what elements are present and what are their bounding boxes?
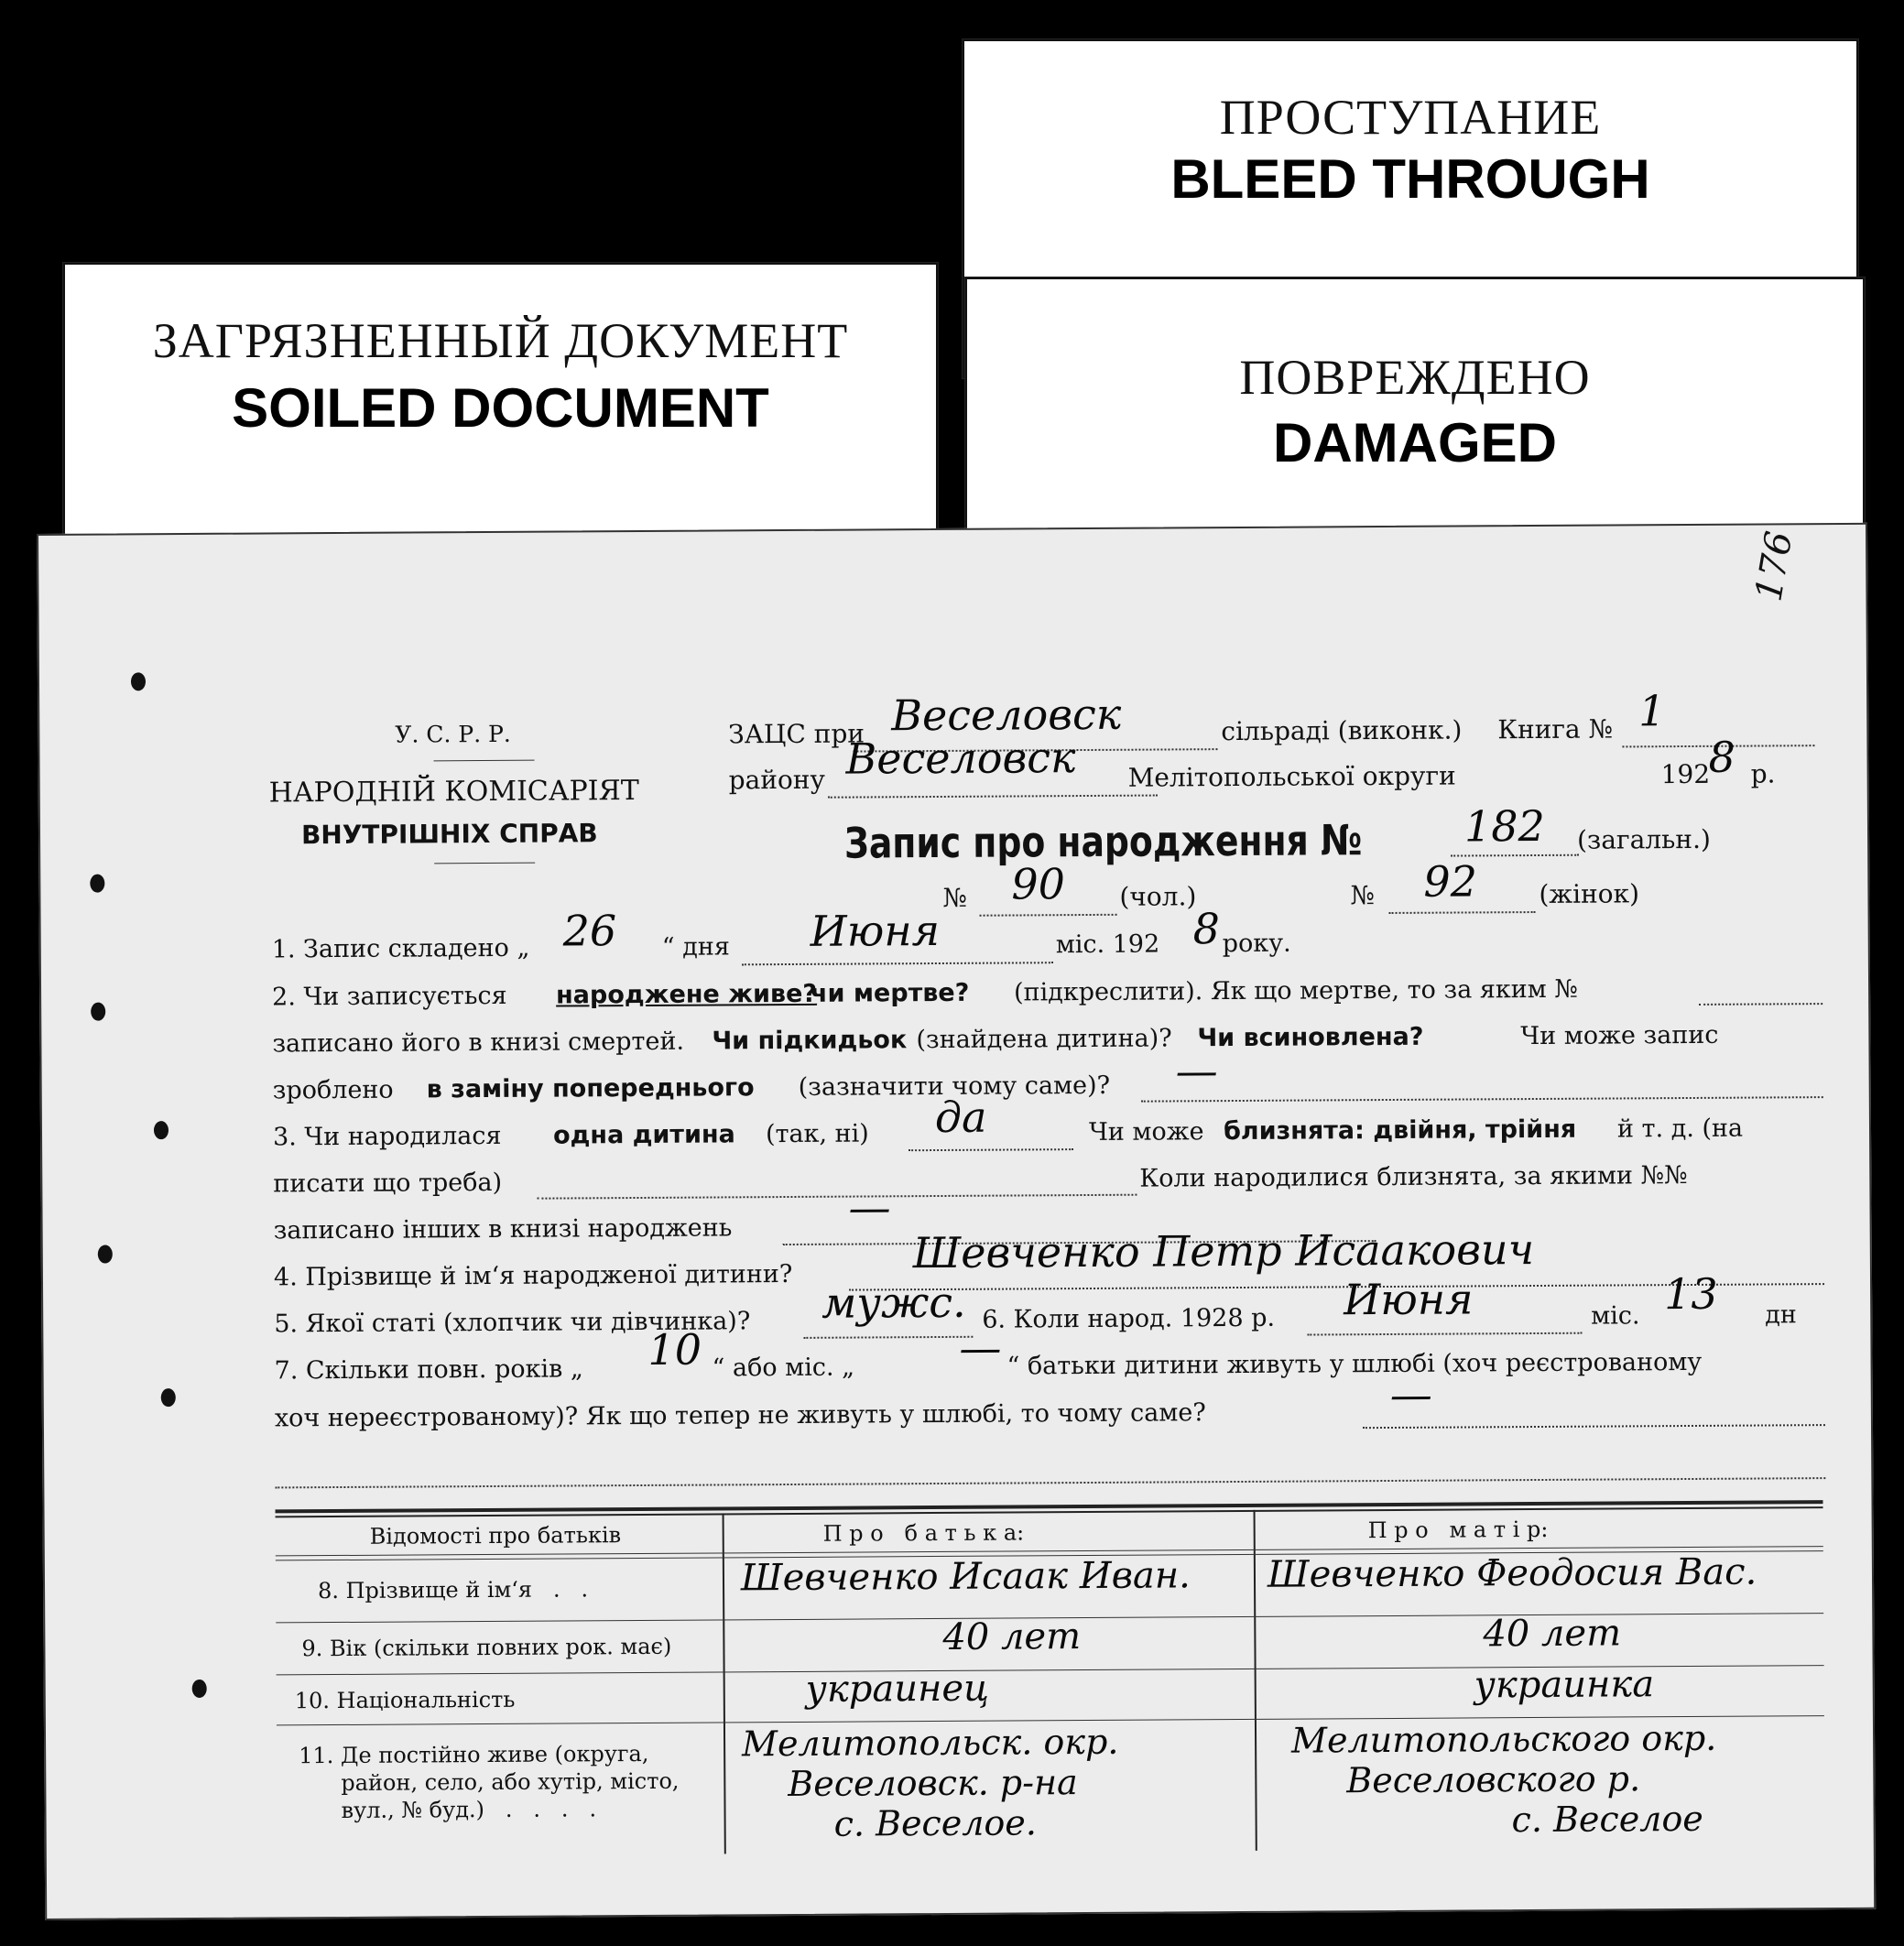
record-number: 182 xyxy=(1463,800,1545,852)
row10-label: 10. Національність xyxy=(294,1686,516,1714)
row11-father-1: Мелитопольск. окр. xyxy=(741,1721,1119,1765)
female-number-line xyxy=(1389,911,1536,914)
q2-line3-rest: (зазначити чому саме)? xyxy=(798,1071,1111,1102)
row11-father-3: с. Веселое. xyxy=(833,1802,1038,1844)
q7-line3-dots xyxy=(275,1477,1825,1488)
punch-hole xyxy=(154,1121,169,1139)
q3-line3-value: — xyxy=(848,1182,891,1233)
q6-month: Июня xyxy=(1343,1274,1474,1325)
q3-line1-mid: (так, ні) xyxy=(765,1119,869,1149)
q3-value-line xyxy=(908,1148,1073,1151)
soiled-document-en: SOILED DOCUMENT xyxy=(232,377,769,439)
q3-line2: писати що треба) xyxy=(273,1168,503,1199)
q2-foundling: Чи підкидьок xyxy=(712,1026,908,1056)
q7-line1-mid: “ або міс. „ xyxy=(712,1353,855,1383)
internal-affairs-label: ВНУТРІШНІХ СПРАВ xyxy=(300,818,598,851)
q7-line2: хоч нереєстрованому)? Як що тепер не живуть у шлюбі, то чому саме? xyxy=(274,1398,1206,1433)
row8-label: 8. Прізвище й ім‘я . . xyxy=(317,1576,589,1604)
general-label: (загальн.) xyxy=(1576,823,1711,855)
q6-month-line xyxy=(1307,1332,1582,1336)
raion-line xyxy=(828,795,1158,799)
q5-line xyxy=(803,1336,973,1339)
q3-line3: записано інших в книзі народжень xyxy=(273,1213,733,1245)
q3-value: да xyxy=(934,1092,987,1143)
q4-value: Шевченко Петр Исаакович xyxy=(912,1224,1535,1278)
table-divider xyxy=(1254,1510,1257,1851)
birth-record-document xyxy=(37,523,1876,1920)
q3-line1: 3. Чи народилася xyxy=(272,1121,502,1152)
row8-mother: Шевченко Феодосия Вас. xyxy=(1267,1550,1757,1596)
damaged-ru: ПОВРЕЖДЕНО xyxy=(1239,350,1591,405)
q2-alive: народжене живе? xyxy=(555,979,818,1010)
q1-year: 8 xyxy=(1192,904,1221,954)
table-divider xyxy=(723,1513,726,1854)
row11-father-2: Веселовск. р-на xyxy=(788,1762,1078,1805)
book-value: 1 xyxy=(1638,686,1666,736)
q7-line1-rest: “ батьки дитини живуть у шлюбі (хоч реєстрованому xyxy=(1006,1347,1703,1381)
year-suffix: р. xyxy=(1750,758,1776,789)
zags-value: Веселовск xyxy=(891,689,1122,741)
bleed-through-en: BLEED THROUGH xyxy=(1170,148,1650,210)
male-number: 90 xyxy=(1011,859,1066,909)
okruha-label: Мелітопольської округи xyxy=(1127,760,1456,793)
q7-years: 10 xyxy=(647,1324,702,1375)
q7-line1: 7. Скільки повн. років „ xyxy=(274,1354,583,1386)
bleed-through-ru: ПРОСТУПАНИЕ xyxy=(1219,90,1602,145)
male-number-line xyxy=(980,914,1117,917)
row11-label-2: район, село, або хутір, місто, xyxy=(341,1767,680,1796)
q1-label: 1. Запис складено „ xyxy=(271,933,530,964)
row9-father: 40 лет xyxy=(942,1615,1082,1658)
female-no-label: № xyxy=(1350,880,1376,911)
divider xyxy=(434,760,535,762)
q2-line3-dots xyxy=(1141,1096,1823,1103)
page-number: 176 xyxy=(1746,527,1801,604)
punch-hole xyxy=(98,1245,113,1264)
q6-day: 13 xyxy=(1663,1268,1718,1320)
table-header-mother: П р о м а т і р: xyxy=(1367,1516,1549,1544)
male-label: (чол.) xyxy=(1119,881,1197,912)
q2-replacement: в заміну попереднього xyxy=(426,1073,755,1104)
q1-year-label: року. xyxy=(1222,929,1291,959)
raion-value: Веселовск xyxy=(845,733,1076,784)
row11-mother-2: Веселовского р. xyxy=(1346,1758,1641,1801)
q5-value: мужс. xyxy=(821,1277,966,1328)
q2-line2: записано його в книзі смертей. xyxy=(272,1027,685,1059)
female-number: 92 xyxy=(1423,856,1478,907)
q6-day-label: дн xyxy=(1765,1300,1797,1330)
q2-line1-rest: (підкреслити). Як що мертве, то за яким № xyxy=(1013,974,1578,1007)
punch-hole xyxy=(161,1388,176,1407)
book-label: Книга № xyxy=(1497,713,1614,745)
q1-month-label: міс. 192 xyxy=(1055,930,1160,960)
q3-one-child: одна дитина xyxy=(552,1120,735,1150)
row9-label: 9. Вік (скільки повних рок. має) xyxy=(301,1633,672,1662)
q1-day: 26 xyxy=(562,906,617,956)
q3-line1-rest1: Чи може xyxy=(1088,1117,1204,1147)
male-no-label: № xyxy=(942,882,968,913)
q2-line2-mid: (знайдена дитина)? xyxy=(916,1024,1172,1055)
q7-line2-value: — xyxy=(1389,1369,1432,1419)
table-header-info: Відомості про батьків xyxy=(369,1522,622,1549)
zags-label: ЗАЦС при xyxy=(728,718,865,750)
q5-label: 5. Якої статі (хлопчик чи дівчинка)? xyxy=(274,1307,751,1339)
ussr-label: У. С. Р. Р. xyxy=(395,720,511,748)
q1-month: Июня xyxy=(810,905,941,956)
year-value: 8 xyxy=(1708,732,1735,782)
row8-father: Шевченко Исаак Иван. xyxy=(740,1554,1191,1600)
q6-label: 6. Коли народ. 1928 р. xyxy=(982,1303,1276,1334)
q3-line2-rest: Коли народилися близнята, за якими №№ xyxy=(1139,1161,1688,1193)
q4-label: 4. Прізвище й ім‘я народженої дитини? xyxy=(273,1259,793,1292)
q2-line1-dots xyxy=(1699,1003,1822,1006)
q7-line2-dots xyxy=(1363,1424,1825,1429)
q1-month-line xyxy=(742,962,1053,965)
punch-hole xyxy=(131,672,146,690)
divider xyxy=(434,863,535,864)
q7-months: — xyxy=(959,1322,1002,1373)
silradi-label: сільраді (виконк.) xyxy=(1221,714,1463,747)
female-label: (жінок) xyxy=(1539,878,1640,909)
q3-line1-rest2: й т. д. (на xyxy=(1616,1114,1744,1144)
punch-hole xyxy=(90,875,104,893)
damaged-en: DAMAGED xyxy=(1273,412,1557,473)
q2-dead: чи мертве? xyxy=(810,978,970,1008)
row9-mother: 40 лет xyxy=(1483,1612,1622,1656)
soiled-document-ru: ЗАГРЯЗНЕННЫЙ ДОКУМЕНТ xyxy=(152,313,849,368)
q2-line3: зроблено xyxy=(272,1075,394,1105)
q2-line1: 2. Чи записується xyxy=(272,981,507,1012)
row11-mother-1: Мелитопольского окр. xyxy=(1290,1717,1717,1761)
q2-line2-rest: Чи може запис xyxy=(1520,1020,1719,1051)
q6-month-label: міс. xyxy=(1591,1301,1640,1331)
commissariat-label: НАРОДНІЙ КОМІСАРІЯТ xyxy=(268,774,639,810)
q2-adopted: Чи всиновлена? xyxy=(1197,1022,1424,1053)
table-header-father: П р о б а т ь к а: xyxy=(822,1519,1025,1547)
row10-mother: украинка xyxy=(1474,1663,1655,1707)
row11-label-3: вул., № буд.) . . . . xyxy=(341,1796,597,1823)
raion-label: району xyxy=(728,764,826,796)
row11-mother-3: с. Веселое xyxy=(1511,1798,1703,1841)
row10-father: украинец xyxy=(805,1667,990,1711)
record-title: Запис про народження № xyxy=(843,815,1363,868)
punch-hole xyxy=(91,1003,105,1021)
q1-day-label: “ дня xyxy=(661,932,730,962)
row11-label-1: 11. Де постійно живе (округа, xyxy=(299,1740,649,1769)
q3-twins: близнята: двійня, трійня xyxy=(1223,1114,1577,1147)
q3-line2-dots xyxy=(537,1194,1137,1200)
punch-hole xyxy=(192,1680,207,1698)
q2-line3-value: — xyxy=(1175,1046,1218,1096)
year-prefix: 192 xyxy=(1660,758,1711,790)
